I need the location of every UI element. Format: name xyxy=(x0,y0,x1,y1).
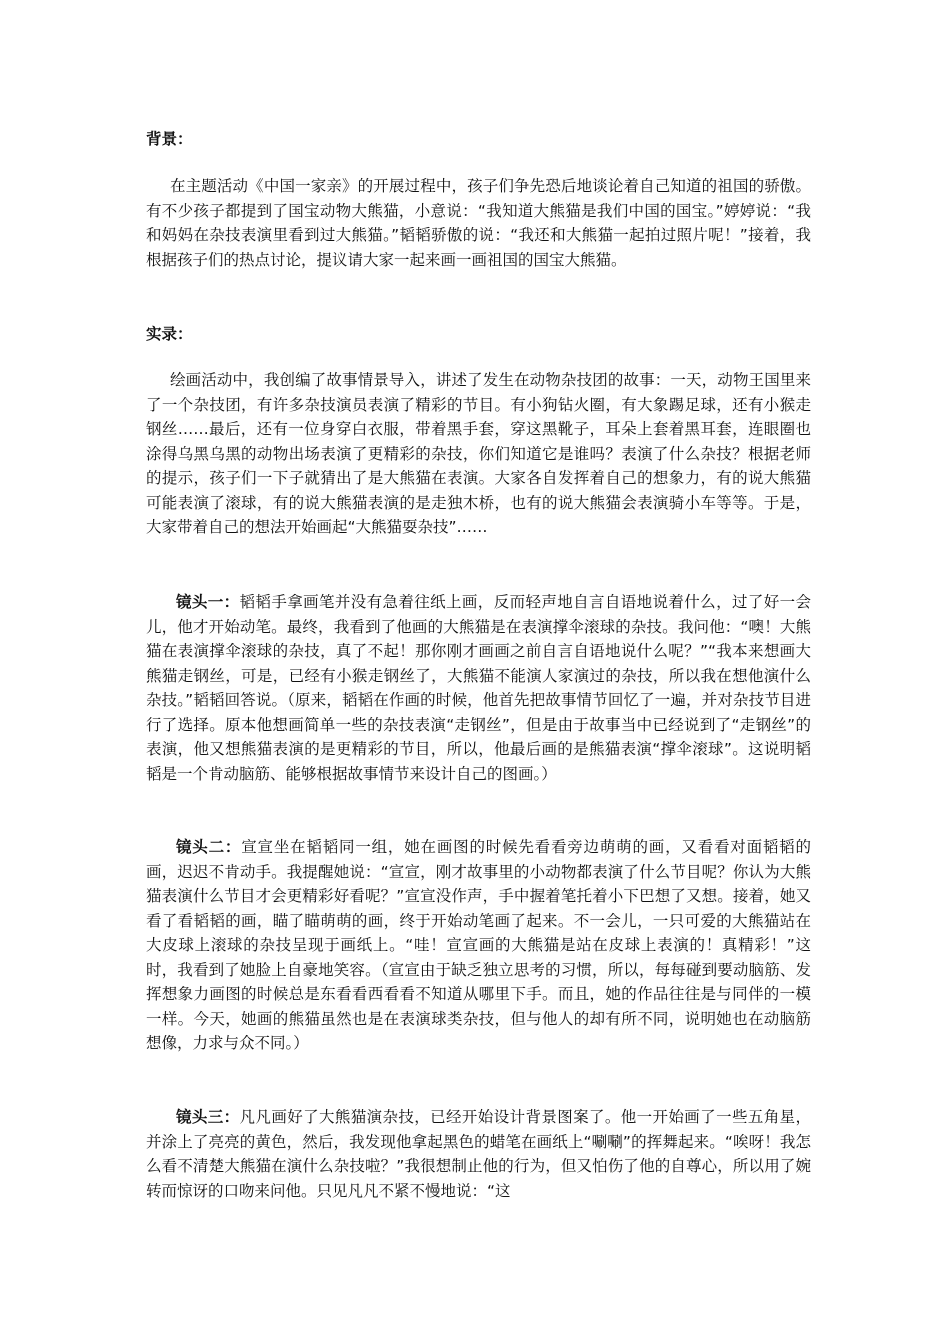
shot-three-paragraph xyxy=(146,1105,811,1203)
shot-one-text: 韬韬手拿画笔并没有急着往纸上画，反而轻声地自言自语地说着什么，过了好一会儿，他才开始动笔。最终，我看到了他画的大熊猫是在表演撑伞滚球的杂技。我问他：“噢！大熊猫在表演撑伞滚球的杂技，真了不起！那你刚才画画之前自言自语地说什么呢？”“我本来想画大熊猫走钢丝，可是，已经有小猴走钢丝了，大熊猫不能演人家演过的杂技，所以我在想他演什么杂技。”韬韬回答说。（原来，韬韬在作画的时候，他首先把故事情节回忆了一遍，并对杂技节目进行了选择。原本他想画简单一些的杂技表演“走钢丝”，但是由于故事当中已经说到了“走钢丝”的表演，他又想熊猫表演的是更精彩的节目，所以，他最后画的是熊猫表演“撑伞滚球”。这说明韬韬是一个肯动脑筋、能够根据故事情节来设计自己的图画。） xyxy=(146,593,811,783)
shot-two-text: 宣宣坐在韬韬同一组，她在画图的时候先看看旁边萌萌的画，又看看对面韬韬的画，迟迟不肯动手。我提醒她说：“宣宣，刚才故事里的小动物都表演了什么节目呢？你认为大熊猫表演什么节目才会更精彩好看呢？”宣宣没作声，手中握着笔托着小下巴想了又想。接着，她又看了看韬韬的画，瞄了瞄萌萌的画，终于开始动笔画了起来。不一会儿，一只可爱的大熊猫站在大皮球上滚球的杂技呈现于画纸上。“哇！宣宣画的大熊猫是站在皮球上表演的！真精彩！”这时，我看到了她脸上自豪地笑容。（宣宣由于缺乏独立思考的习惯，所以，每每碰到要动脑筋、发挥想象力画图的时候总是东看看西看看不知道从哪里下手。而且，她的作品往往是与同伴的一模一样。今天，她画的熊猫虽然也是在表演球类杂技，但与他人的却有所不同，说明她也在动脑筋想像，力求与众不同。） xyxy=(146,838,811,1052)
record-paragraph: 绘画活动中，我创编了故事情景导入，讲述了发生在动物杂技团的故事：一天，动物王国里来了一个杂技团，有许多杂技演员表演了精彩的节目。有小狗钻火圈，有大象踢足球，还有小猴走钢丝……最后，还有一位身穿白衣服，带着黑手套，穿这黑靴子，耳朵上套着黑耳套，连眼圈也涂得乌黑乌黑的动物出场表演了更精彩的杂技，你们知道它是谁吗？表演了什么杂技？根据老师的提示，孩子们一下子就猜出了是大熊猫在表演。大家各自发挥着自己的想象力，有的说大熊猫可能表演了滚球，有的说大熊猫表演的是走独木桥，也有的说大熊猫会表演骑小车等等。于是，大家带着自己的想法开始画起“大熊猫耍杂技”…… xyxy=(146,371,811,536)
shot-two-label: 镜头二： xyxy=(176,838,242,856)
shot-one-paragraph xyxy=(146,590,811,786)
background-paragraph: 在主题活动《中国一家亲》的开展过程中，孩子们争先恐后地谈论着自己知道的祖国的骄傲。有不少孩子都提到了国宝动物大熊猫，小意说：“我知道大熊猫是我们中国的国宝。”婷婷说：“我和妈妈在杂技表演里看到过大熊猫。”韬韬骄傲的说：“我还和大熊猫一起拍过照片呢！”接着，我根据孩子们的热点讨论，提议请大家一起来画一画祖国的国宝大熊猫。 xyxy=(146,177,811,269)
shot-three-text: 凡凡画好了大熊猫演杂技，已经开始设计背景图案了。他一开始画了一些五角星，并涂上了亮亮的黄色，然后，我发现他拿起黑色的蜡笔在画纸上“唰唰”的挥舞起来。“唉呀！我怎么看不清楚大熊猫在演什么杂技啦？”我很想制止他的行为，但又怕伤了他的自尊心，所以用了婉转而惊讶的口吻来问他。只见凡凡不紧不慢地说：“这 xyxy=(146,1108,811,1200)
background-heading: 背景： xyxy=(146,130,193,148)
shot-one-label: 镜头一： xyxy=(176,593,240,611)
shot-two-paragraph xyxy=(146,835,811,1056)
record-heading: 实录： xyxy=(146,325,193,343)
shot-three-label: 镜头三： xyxy=(176,1108,240,1126)
